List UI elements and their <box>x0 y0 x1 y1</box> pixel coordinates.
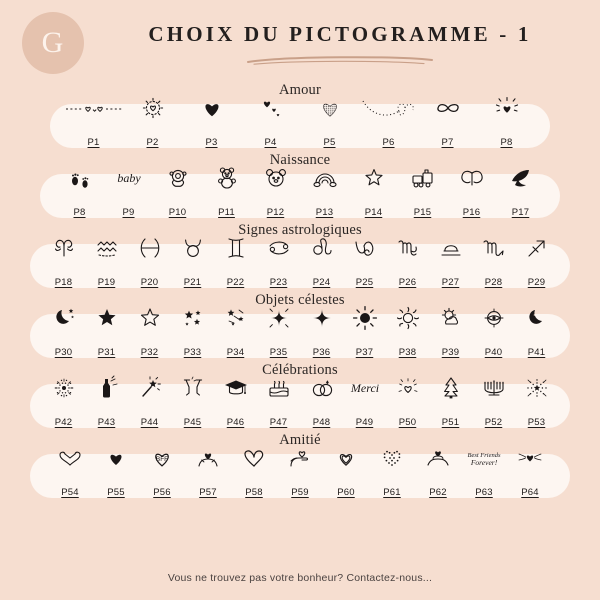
pictogram-option[interactable] <box>185 443 231 498</box>
pictogram-option[interactable] <box>429 373 472 428</box>
pictogram-code: P57 <box>199 487 217 498</box>
pictogram-option[interactable] <box>343 303 386 358</box>
best-friends-forever-script-icon[interactable] <box>463 443 505 473</box>
taurus-icon[interactable] <box>180 233 206 263</box>
pictogram-code: P45 <box>183 417 202 428</box>
section-6 <box>0 432 600 498</box>
pictogram-code: P26 <box>398 277 417 288</box>
pictogram-pill <box>30 381 570 428</box>
pictogram-option[interactable] <box>231 443 277 498</box>
pictogram-option[interactable] <box>472 233 515 288</box>
pictogram-code: P17 <box>511 207 530 218</box>
bear-face-icon[interactable] <box>263 163 289 193</box>
eye-sun-icon[interactable] <box>481 303 507 333</box>
pictogram-option[interactable] <box>128 233 171 288</box>
pictogram-option[interactable] <box>300 303 343 358</box>
pictogram-pill <box>40 171 560 218</box>
pictogram-option[interactable] <box>515 373 558 428</box>
pictogram-code: P43 <box>97 417 116 428</box>
pictogram-option[interactable] <box>349 163 398 218</box>
sagittarius-icon[interactable] <box>524 233 550 263</box>
pictogram-code: P51 <box>441 417 460 428</box>
pictogram-option[interactable] <box>251 163 300 218</box>
title-underline-flourish <box>246 55 434 65</box>
pictogram-row <box>40 373 560 428</box>
pictogram-row <box>40 303 560 358</box>
four-point-sparkle-icon[interactable] <box>309 303 335 333</box>
pictogram-option[interactable] <box>214 233 257 288</box>
pictogram-row <box>60 93 540 148</box>
sun-behind-cloud-icon[interactable] <box>438 303 464 333</box>
pictogram-code: P38 <box>398 347 417 358</box>
pictogram-code: P61 <box>383 487 401 498</box>
pictogram-option[interactable] <box>202 163 251 218</box>
angel-wings-icon[interactable] <box>459 163 485 193</box>
pictogram-code: P54 <box>61 487 79 498</box>
page-title: CHOIX DU PICTOGRAMME - 1 <box>148 22 532 46</box>
section-4 <box>0 292 600 358</box>
pictogram-code: P9 <box>122 207 135 218</box>
pictogram-code: P25 <box>355 277 374 288</box>
pictogram-code: P2 <box>146 137 159 148</box>
pictogram-option[interactable] <box>418 93 477 148</box>
pictogram-code: P56 <box>153 487 171 498</box>
section-5 <box>0 362 600 428</box>
pictogram-code: P36 <box>312 347 331 358</box>
pictogram-option[interactable] <box>343 233 386 288</box>
page-title-block <box>100 22 580 70</box>
crescent-moon-stars-icon[interactable] <box>51 303 77 333</box>
solid-heart-outline-icon[interactable] <box>103 443 129 473</box>
section-2 <box>0 152 600 218</box>
pictogram-code: P39 <box>441 347 460 358</box>
pictogram-option[interactable] <box>171 373 214 428</box>
bff-heart-icon[interactable] <box>147 443 177 473</box>
pictogram-code: P22 <box>226 277 245 288</box>
pictogram-code: P16 <box>462 207 481 218</box>
hands-holding-heart-icon[interactable] <box>195 443 221 473</box>
pictogram-code: P19 <box>97 277 116 288</box>
pictogram-code: P20 <box>140 277 159 288</box>
pictogram-code: P40 <box>484 347 503 358</box>
champagne-glasses-icon[interactable] <box>180 373 206 403</box>
pictogram-option[interactable] <box>257 303 300 358</box>
hand-with-heart-icon[interactable] <box>287 443 313 473</box>
radiant-heart-icon[interactable] <box>494 93 520 123</box>
pictogram-option[interactable] <box>515 303 558 358</box>
pictogram-code: P46 <box>226 417 245 428</box>
pictogram-row <box>40 443 560 498</box>
pictogram-option[interactable] <box>300 233 343 288</box>
birthday-cake-icon[interactable] <box>266 373 292 403</box>
sketch-heart-icon[interactable] <box>241 443 267 473</box>
pictogram-code: P3 <box>205 137 218 148</box>
pictogram-option[interactable] <box>171 233 214 288</box>
pictogram-code: P15 <box>413 207 432 218</box>
star-burst-icon[interactable] <box>266 303 292 333</box>
outline-star-icon[interactable] <box>137 303 163 333</box>
pictogram-option[interactable] <box>182 93 241 148</box>
shooting-stars-icon[interactable] <box>223 303 249 333</box>
aries-icon[interactable] <box>51 233 77 263</box>
section-title: Objets célestes <box>255 292 345 308</box>
menorah-icon[interactable] <box>481 373 507 403</box>
pictogram-code: P35 <box>269 347 288 358</box>
svg-text:baby: baby <box>116 171 141 185</box>
pictogram-option[interactable] <box>214 373 257 428</box>
heart-with-rays-icon[interactable] <box>395 373 421 403</box>
pictogram-code: P41 <box>527 347 546 358</box>
sparkle-cluster-icon[interactable] <box>180 303 206 333</box>
pictogram-pill <box>30 314 570 358</box>
heart-with-falling-hearts-icon[interactable] <box>258 93 284 123</box>
dove-icon[interactable] <box>508 163 534 193</box>
pictogram-code: P58 <box>245 487 263 498</box>
section-title: Amour <box>278 82 322 98</box>
pictogram-code: P13 <box>315 207 334 218</box>
wedding-rings-icon[interactable] <box>309 373 335 403</box>
pictogram-option[interactable] <box>93 443 139 498</box>
pictogram-option[interactable] <box>369 443 415 498</box>
virgo-icon[interactable] <box>395 233 421 263</box>
pictogram-option[interactable] <box>128 373 171 428</box>
pictogram-option[interactable] <box>42 373 85 428</box>
pictogram-code: P12 <box>266 207 285 218</box>
infinity-icon[interactable] <box>431 93 465 123</box>
capricorn-icon[interactable] <box>352 233 378 263</box>
baby-footprints-icon[interactable] <box>67 163 93 193</box>
pictogram-option[interactable] <box>128 303 171 358</box>
pictogram-code: P21 <box>183 277 202 288</box>
sparkler-icon[interactable] <box>137 373 163 403</box>
pictogram-row <box>40 233 560 288</box>
pictogram-option[interactable] <box>507 443 553 498</box>
toy-train-icon[interactable] <box>410 163 436 193</box>
heart-in-sparkle-circle-icon[interactable] <box>140 93 166 123</box>
pictogram-code: P34 <box>226 347 245 358</box>
pictogram-code: P11 <box>218 207 235 218</box>
hands-offering-heart-icon[interactable] <box>425 443 451 473</box>
pictogram-option[interactable] <box>153 163 202 218</box>
pictogram-option[interactable] <box>461 443 507 498</box>
pictogram-option[interactable] <box>257 373 300 428</box>
pictogram-option[interactable] <box>472 373 515 428</box>
pictogram-sections <box>0 82 600 502</box>
pictogram-option[interactable] <box>123 93 182 148</box>
pictogram-code: P24 <box>312 277 331 288</box>
leo-icon[interactable] <box>309 233 335 263</box>
moon-face-icon[interactable] <box>524 303 550 333</box>
pictogram-code: P31 <box>97 347 116 358</box>
pictogram-option[interactable] <box>85 233 128 288</box>
confetti-burst-icon[interactable] <box>524 373 550 403</box>
pictogram-option[interactable] <box>300 93 359 148</box>
pictogram-code: P59 <box>291 487 309 498</box>
pictogram-code: P23 <box>269 277 288 288</box>
section-title: Naissance <box>269 152 331 168</box>
pictogram-code: P8 <box>500 137 513 148</box>
libra-icon[interactable] <box>438 233 464 263</box>
pictogram-code: P52 <box>484 417 503 428</box>
brand-logo <box>22 12 84 74</box>
pictogram-option[interactable] <box>359 93 418 148</box>
graduation-cap-icon[interactable] <box>223 373 249 403</box>
pictogram-code: P4 <box>264 137 277 148</box>
textured-heart-icon[interactable] <box>315 93 345 123</box>
sun-wavy-rays-icon[interactable] <box>395 303 421 333</box>
pictogram-option[interactable] <box>447 163 496 218</box>
dotted-swirl-heart-icon[interactable] <box>361 93 417 123</box>
pictogram-code: P47 <box>269 417 288 428</box>
champagne-bottle-icon[interactable] <box>94 373 120 403</box>
merci-script-icon[interactable] <box>348 373 382 403</box>
pictogram-code: P33 <box>183 347 202 358</box>
gemini-icon[interactable] <box>223 233 249 263</box>
section-title: Amitié <box>279 432 321 448</box>
pictogram-code: P10 <box>168 207 187 218</box>
svg-text:Best Friends: Best Friends <box>467 452 501 459</box>
pictogram-option[interactable] <box>104 163 153 218</box>
pictogram-code: P8 <box>73 207 86 218</box>
section-title: Signes astrologiques <box>238 222 362 238</box>
pacifier-icon[interactable] <box>165 163 191 193</box>
pictogram-option[interactable] <box>496 163 545 218</box>
pictogram-option[interactable] <box>85 373 128 428</box>
pictogram-option[interactable] <box>429 233 472 288</box>
pictogram-code: P50 <box>398 417 417 428</box>
pictogram-code: P1 <box>87 137 100 148</box>
pictogram-option[interactable] <box>214 303 257 358</box>
pictogram-pill <box>50 104 550 148</box>
pictogram-code: P30 <box>54 347 73 358</box>
pictogram-option[interactable] <box>429 303 472 358</box>
footer-note: Vous ne trouvez pas votre bonheur? Contactez-nous... <box>167 572 433 584</box>
pictogram-row <box>50 163 550 218</box>
pictogram-code: P18 <box>54 277 73 288</box>
pictogram-option[interactable] <box>477 93 536 148</box>
pictogram-code: P27 <box>441 277 460 288</box>
pictogram-code: P49 <box>355 417 374 428</box>
brand-logo-letter: G <box>41 26 65 59</box>
double-outline-heart-icon[interactable] <box>333 443 359 473</box>
pictogram-option[interactable] <box>42 233 85 288</box>
aquarius-icon[interactable] <box>94 233 120 263</box>
section-title: Célébrations <box>262 362 338 378</box>
baby-script-word-icon[interactable] <box>112 163 146 193</box>
christmas-tree-icon[interactable] <box>438 373 464 403</box>
pictogram-code: P29 <box>527 277 546 288</box>
pictogram-option[interactable] <box>300 163 349 218</box>
svg-text:BFF: BFF <box>155 456 169 464</box>
pisces-icon[interactable] <box>137 233 163 263</box>
pictogram-option[interactable] <box>257 233 300 288</box>
pictogram-option[interactable] <box>241 93 300 148</box>
pictogram-code: P62 <box>429 487 447 498</box>
pictogram-pill <box>30 244 570 288</box>
pictogram-option[interactable] <box>386 303 429 358</box>
pictogram-code: P55 <box>107 487 125 498</box>
pictogram-pill <box>30 454 570 498</box>
pictogram-option[interactable] <box>415 443 461 498</box>
heart-with-whiskers-icon[interactable] <box>517 443 543 473</box>
pictogram-code: P53 <box>527 417 546 428</box>
pictogram-option[interactable] <box>277 443 323 498</box>
pictogram-option[interactable] <box>386 373 429 428</box>
pictogram-code: P14 <box>364 207 383 218</box>
teddy-bear-icon[interactable] <box>214 163 240 193</box>
pictogram-code: P64 <box>521 487 539 498</box>
pictogram-option[interactable] <box>472 303 515 358</box>
pictogram-code: P44 <box>140 417 159 428</box>
dotted-heart-icon[interactable] <box>379 443 405 473</box>
pictogram-option[interactable] <box>55 163 104 218</box>
solid-star-icon[interactable] <box>94 303 120 333</box>
pictogram-option[interactable] <box>343 373 386 428</box>
pictogram-option[interactable] <box>515 233 558 288</box>
pictogram-code: P32 <box>140 347 159 358</box>
pictogram-code: P63 <box>475 487 493 498</box>
svg-text:Forever!: Forever! <box>470 458 498 467</box>
pictogram-code: P60 <box>337 487 355 498</box>
rainbow-cloud-icon[interactable] <box>312 163 338 193</box>
star-outline-icon[interactable] <box>361 163 387 193</box>
pictogram-code: P5 <box>323 137 336 148</box>
section-3 <box>0 222 600 288</box>
cancer-icon[interactable] <box>266 233 292 263</box>
pictogram-option[interactable] <box>139 443 185 498</box>
section-1 <box>0 82 600 148</box>
pictogram-code: P28 <box>484 277 503 288</box>
pictogram-code: P48 <box>312 417 331 428</box>
pictogram-option[interactable] <box>398 163 447 218</box>
pictogram-code: P6 <box>382 137 395 148</box>
hands-heart-shape-icon[interactable] <box>57 443 83 473</box>
solid-heart-icon[interactable] <box>197 93 227 123</box>
pictogram-option[interactable] <box>47 443 93 498</box>
pictogram-option[interactable] <box>64 93 123 148</box>
sun-rays-icon[interactable] <box>352 303 378 333</box>
pictogram-code: P7 <box>441 137 454 148</box>
pictogram-option[interactable] <box>171 303 214 358</box>
pictogram-code: P42 <box>54 417 73 428</box>
pictogram-option[interactable] <box>300 373 343 428</box>
scorpio-icon[interactable] <box>481 233 507 263</box>
pictogram-option[interactable] <box>386 233 429 288</box>
svg-text:Merci: Merci <box>350 381 379 395</box>
dotted-line-hearts-icon[interactable] <box>64 93 124 123</box>
pictogram-option[interactable] <box>323 443 369 498</box>
pictogram-code: P37 <box>355 347 374 358</box>
pictogram-option[interactable] <box>42 303 85 358</box>
firework-burst-icon[interactable] <box>51 373 77 403</box>
pictogram-option[interactable] <box>85 303 128 358</box>
